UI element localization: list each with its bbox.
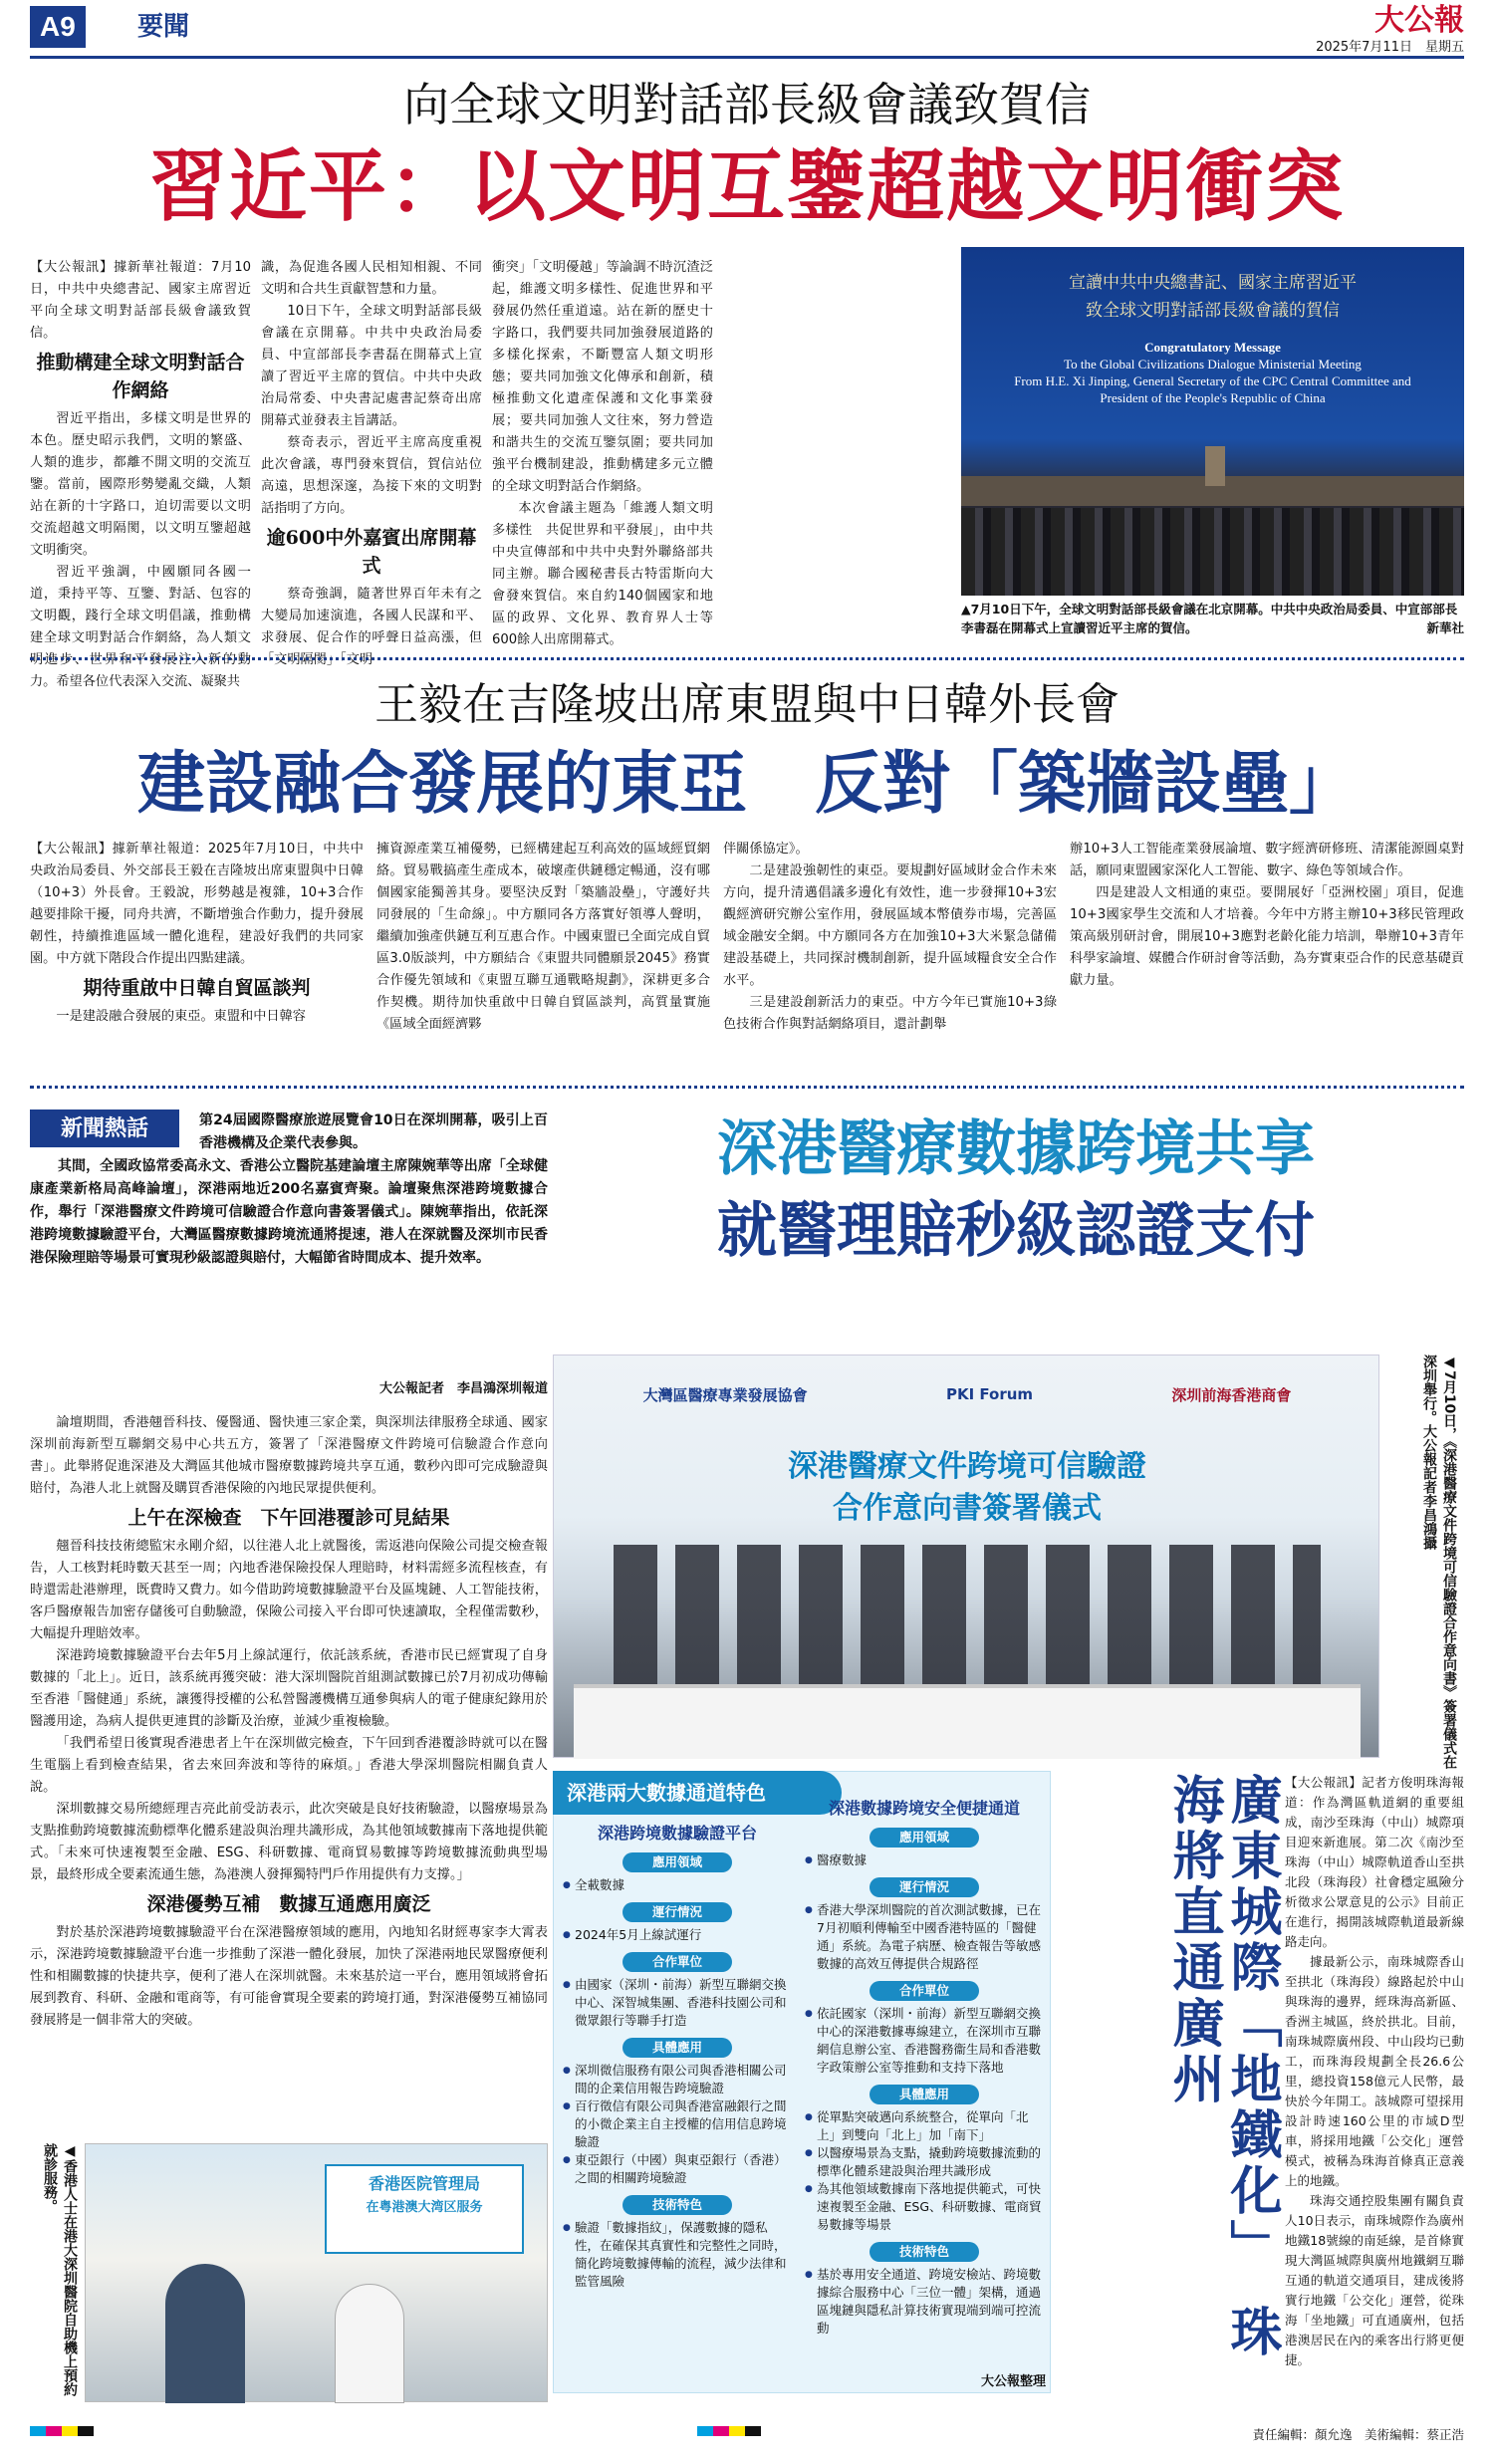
story3-paragraph: 深圳數據交易所總經理吉亮此前受訪表示，此次突破是良好技術驗證，以醫療場景為支點推動跨境數據流動標準化體系建設與治理共識形成，為其他領域數據南下落地提供範式。「未來可快速複製至金融、ESG、科研數據、電商貿易數據等跨境數據流動典型場景，最終形成全要素流通生態，為港澳人發揮獨特門戶作用提供有力支撐。」: [30, 1802, 548, 1882]
info-item: ● 東亞銀行（中國）與東亞銀行（香港）之間的相關跨境驗證: [563, 2151, 792, 2187]
story1-photo-caption: [961, 600, 1464, 637]
story4-headline: 廣東城際「地鐵化」 珠海將直通廣州: [1163, 1773, 1282, 2360]
date-text: 2025年7月11日: [1316, 40, 1412, 55]
story1-paragraph: 衝突」「文明優越」等論調不時沉渣泛起，維護文明多樣性、促進世界和平發展仍然任重道遠。站在新的歷史十字路口，我們要共同加強發展道路的多樣化探索，不斷豐富人類文明形態；要共同加強文化傳承和創新，積極推動文化遺產保護和文化事業發展；要共同加強人文往來，努力營造和諧共生的交流互鑒氛圍；要共同加強平台機制建設，推動構建多元立體的全球文明對話合作網絡。: [492, 260, 713, 494]
sign-line: 在粤港澳大湾区服务: [366, 2200, 483, 2215]
story3-lead-text: 第24屆國際醫療旅遊展覽會10日在深圳開幕，吸引上百香港機構及企業代表參與。: [199, 1112, 548, 1151]
photo-person: [335, 2284, 404, 2403]
right-column-heading: 深港數據跨境安全便捷通道: [828, 1799, 1020, 1818]
print-color-bar: [697, 2426, 761, 2436]
signing-ceremony-photo: [553, 1355, 1379, 1758]
story4-paragraph: 據最新公示，南珠城際香山至拱北（珠海段）線路起於中山與珠海的邊界，經珠海高新區、香洲主城區，終於拱北。目前，南珠城際廣州段、中山段均已動工，而珠海段規劃全長26.6公里，總投資158億元人民幣，最快於今年開工。該城際可望採用設計時速160公里的市域D型車，將採用地鐵「公交化」運營模式，被稱為珠海首條真正意義上的地鐵。: [1285, 1954, 1464, 2188]
story2-paragraph: 二是建設強韌性的東亞。要規劃好區域財金合作未來方向，提升清邁倡議多邊化有效性，進一步發揮10+3宏觀經濟研究辦公室作用，發展區域本幣債券市場，完善區域金融安全網。中方願同各方在加強10+3大米緊急儲備建設基礎上，共同探討機制創新，提升區域糧食安全合作水平。: [723, 863, 1057, 988]
story1-paragraph: 習近平指出，多樣文明是世界的本色。歷史昭示我們，文明的繁盛、人類的進步，都離不開文明的交流互鑒。當前，國際形勢變亂交織，人類站在新的十字路口，迫切需要以文明交流超越文明隔閡，以文明互鑒超越文明衝突。: [30, 411, 251, 558]
story2-paragraph: 一是建設融合發展的東亞。東盟和中日韓容: [56, 1009, 306, 1024]
page-header: [0, 0, 1494, 56]
photo-banner-line: From H.E. Xi Jinping, General Secretary of the CPC Central Committee and: [1014, 373, 1411, 388]
info-item: ● 從單點突破邁向系統整合，從單向「北上」到雙向「北上」加「南下」: [805, 2108, 1044, 2144]
story2-paragraph: 擁資源產業互補優勢，已經構建起互利高效的區域經貿網絡。貿易戰搞產生產成本，破壞產供鏈穩定暢通，沒有哪個國家能獨善其身。要堅決反對「築牆設壘」，守護好共同發展的「生命線」。中方願同各方落實好領導人聲明，繼續加強產供鏈互利互惠合作。中國東盟已全面完成自貿區3.0版談判，中方願結合《東盟共同體願景2045》務實合作優先領域和《東盟互聯互通戰略規劃》，深耕更多合作契機。期待加快重啟中日韓自貿區談判，高質量實施《區域全面經濟夥: [376, 842, 710, 1032]
info-item: ● 2024年5月上線試運行: [563, 1926, 792, 1944]
story1-column-2: [261, 257, 482, 667]
photo-signing-table: [574, 1684, 1361, 1759]
masthead-logo: 大公報: [1374, 3, 1464, 38]
story3-paragraph: 翹晉科技技術總監宋永剛介紹，以往港人北上就醫後，需返港向保險公司提交檢查報告，人工核對耗時數天甚至一周；內地香港保險投保人理賠時，材料需經多流程核查，有時還需赴港辦理，既費時又費力。如今借助跨境數據驗證平台及區塊鏈、人工智能技術，客戶醫療報告加密存儲後可自動驗證，保險公司接入平台即可快速讀取，全程僅需數秒，大幅提升理賠效率。: [30, 1539, 548, 1641]
section-name: 要聞: [137, 12, 190, 42]
story3-lead-paragraph: 其間，全國政協常委高永文、香港公立醫院基建論壇主席陳婉華等出席「全球健康產業新格局高峰論壇」，深港兩地近200名嘉賓齊聚。論壇聚焦深港跨境數據合作，舉行「深港醫療文件跨境可信驗證合作意向書簽署儀式」。陳婉華指出，依託深港跨境數據驗證平台，大灣區醫療數據跨境流通將提速，港人在深就醫及深圳市民香港保險理賠等場景可實現秒級認證與賠付，大幅節省時間成本、提升效率。: [30, 1158, 548, 1266]
story2-headline: 建設融合發展的東亞 反對「築牆設壘」: [136, 744, 1357, 824]
tag-status: 運行情況: [870, 1877, 979, 1897]
tag-tech-features: 技術特色: [622, 2195, 732, 2215]
hot-topic-badge: 新聞熱話: [30, 1109, 179, 1147]
caption-credit: 新華社: [1426, 620, 1464, 635]
signing-photo-caption: ◀7月10日，《深港醫療文件跨境可信驗證合作意向書》簽署儀式在深圳舉行。大公報記者李昌鴻攝: [1421, 1355, 1457, 1770]
infographic-title: 深港兩大數據通道特色: [553, 1771, 842, 1815]
section-divider: [30, 657, 1464, 660]
infographic-left-column: [563, 1823, 792, 2291]
story2-column-1: [30, 839, 364, 1058]
photo-signatories: [614, 1545, 1321, 1694]
story3-paragraph: 對於基於深港跨境數據驗證平台在深港醫療領域的應用，內地知名財經專家李大霄表示，深港跨境數據驗證平台進一步推動了深港一體化發展，加快了深港兩地民眾醫療便利性和相關數據的快捷共享，便利了港人在深圳就醫。未來基於這一平台，應用領域將會拓展到教育、科研、金融和電商等，有可能會實現全要素的跨境打通，對深港優勢互補協同發展將是一個非常大的突破。: [30, 1925, 548, 2028]
infographic-credit: 大公報整理: [980, 2374, 1046, 2389]
tag-applications: 具體應用: [622, 2038, 732, 2058]
story3-headline-line2: 就醫理賠秒級認證支付: [717, 1196, 1315, 1266]
story2-subhead: 期待重啟中日韓自貿區談判: [83, 977, 311, 999]
story1-column-1: [30, 257, 251, 689]
caption-text: ▲7月10日下午，全球文明對話部長級會議在北京開幕。中共中央政治局委員、中宣部部長李書磊在開幕式上宣讀習近平主席的賀信。: [961, 602, 1458, 635]
story1-subhead-1: 推動構建全球文明對話合作網絡: [36, 352, 245, 401]
info-item: ● 基於專用安全通道、跨境安檢站、跨境數據綜合服務中心「三位一體」架構，通過區塊鏈與隱私計算技術實現端到端可控流動: [805, 2266, 1044, 2338]
story2-kicker: 王毅在吉隆坡出席東盟與中日韓外長會: [374, 679, 1120, 730]
editor-credit: 責任編輯：顏允逸 美術編輯：蔡正浩: [1252, 2427, 1464, 2442]
tag-partners: 合作單位: [870, 1981, 979, 2001]
logo-qianhai-chamber: 深圳前海香港商會: [1171, 1385, 1292, 1404]
header-rule: [30, 56, 1464, 59]
info-item: ● 深圳微信服務有限公司與香港相關公司間的企業信用報告跨境驗證: [563, 2062, 792, 2097]
story1-paragraph: 10日下午，全球文明對話部長級會議在京開幕。中共中央政治局委員、中宣部部長李書磊在開幕式上宣讀了習近平主席的賀信。中共中央政治局常委、中央書記處書記蔡奇出席開幕式並發表主旨講話。: [261, 304, 482, 428]
hospital-kiosk-photo: [85, 2143, 548, 2402]
tag-status: 運行情況: [622, 1902, 732, 1922]
hospital-photo-caption: ◀香港人士在港大深圳醫院自助機上預約就診服務。: [42, 2143, 78, 2396]
info-item: ● 以醫療場景為支點，撬動跨境數據流動的標準化體系建設與治理共識形成: [805, 2144, 1044, 2180]
story1-paragraph: 蔡奇強調，隨著世界百年未有之大變局加速演進，各國人民謀和平、求發展、促合作的呼聲日益高漲，但「文明隔閡」「文明: [261, 587, 482, 667]
photo-podium: [1205, 446, 1225, 486]
story4-paragraph: 珠海交通控股集團有關負責人10日表示，南珠城際作為廣州地鐵18號線的南延線，是首條實現大灣區城際與廣州地鐵網互聯互通的軌道交通項目，建成後將實行地鐵「公交化」運營，從珠海「坐地鐵」可直通廣州，包括港澳居民在內的乘客出行將更便捷。: [1285, 2193, 1464, 2367]
info-item: ● 香港大學深圳醫院的首次測試數據，已在7月初順利傳輸至中國香港特區的「醫健通」系統。為電子病歷、檢查報告等敏感數據的高效互傳提供合規路徑: [805, 1901, 1044, 1973]
info-item: ● 依託國家（深圳・前海）新型互聯網交換中心的深港數據專線建立，在深圳市互聯網信息辦公室、香港醫務衞生局和香港數字政策辦公室等推動和支持下落地: [805, 2005, 1044, 2077]
tag-partners: 合作單位: [622, 1952, 732, 1972]
story1-paragraph: 本次會議主題為「維護人類文明多樣性 共促世界和平發展」，由中共中央宣傳部和中共中央對外聯絡部共同主辦。聯合國秘書長古特雷斯向大會發來賀信。來自約140個國家和地區的政界、文化界、教育界人士等600餘人出席開幕式。: [492, 501, 713, 647]
print-color-bar: [30, 2426, 94, 2436]
photo-banner-line: To the Global Civilizations Dialogue Ministerial Meeting: [1064, 357, 1362, 371]
photo-banner-line: 合作意向書簽署儀式: [833, 1491, 1102, 1526]
photo-audience: [961, 508, 1464, 596]
weekday-text: 星期五: [1424, 40, 1464, 55]
photo-person: [165, 2264, 245, 2403]
story1-paragraph: 習近平強調，中國願同各國一道，秉持平等、互鑒、對話、包容的文明觀，踐行全球文明倡議，推動構建全球文明對話合作網絡，為人類文明進步、世界和平發展注入新的動力。希望各位代表深入交流、凝聚共: [30, 565, 251, 689]
story3-paragraph: 論壇期間，香港翹晉科技、優醫通、醫快連三家企業，與深圳法律服務全球通、國家深圳前海新型互聯網交易中心共五方，簽署了「深港醫療文件跨境可信驗證合作意向書」。此舉將促進深港及大灣區其他城市醫療數據跨境共享互通，數秒內即可完成驗證與賠付，為港人北上就醫及購買香港保險的內地民眾提供便利。: [30, 1415, 548, 1496]
story1-paragraph: 識，為促進各國人民相知相親、不同文明和合共生貢獻智慧和力量。: [261, 260, 482, 297]
photo-banner-line: President of the People's Republic of China: [1100, 390, 1326, 405]
story3-subhead-1: 上午在深檢查 下午回港覆診可見結果: [127, 1507, 450, 1529]
info-item: ● 醫療數據: [805, 1851, 1044, 1869]
story1-lead-paragraph: 【大公報訊】據新華社報道：7月10日，中共中央總書記、國家主席習近平向全球文明對話部長級會議致賀信。: [30, 260, 251, 341]
story3-paragraph: 深港跨境數據驗證平台去年5月上線試運行，依託該系統，香港市民已經實現了自身數據的「北上」。近日，該系統再獲突破：港大深圳醫院首組測試數據已於7月初成功傳輸至香港「醫健通」系統，讓獲得授權的公私營醫護機構互通參與病人的電子健康紀錄用於醫護用途，為病人提供更連貫的診斷及治療，並減少重複檢驗。: [30, 1648, 548, 1729]
info-item: ● 全載數據: [563, 1876, 792, 1894]
section-divider: [30, 1086, 1464, 1089]
story1-subhead-2: 逾600中外嘉賓出席開幕式: [266, 527, 477, 577]
logo-gba-medical: 大灣區醫療專業發展協會: [642, 1385, 808, 1404]
tag-tech-features: 技術特色: [870, 2242, 979, 2262]
photo-banner-english: [961, 339, 1464, 406]
tag-applications: 具體應用: [870, 2085, 979, 2104]
photo-banner-line: 宣讀中共中央總書記、國家主席習近平: [1069, 273, 1357, 293]
info-item: ● 為其他領域數據南下落地提供範式，可快速複製至金融、ESG、科研數據、電商貿易數據等場景: [805, 2180, 1044, 2234]
story3-paragraph: 「我們希望日後實現香港患者上午在深圳做完檢查，下午回到香港覆診時就可以在醫生電腦上看到檢查結果，省去來回奔波和等待的麻煩。」香港大學深圳醫院相關負責人說。: [30, 1736, 548, 1795]
story2-lead-paragraph: 【大公報訊】據新華社報道：2025年7月10日，中共中央政治局委員、外交部長王毅在吉隆坡出席東盟與中日韓（10+3）外長會。王毅說，形勢越是複雜，10+3合作越要排除干擾，同舟共濟，不斷增強合作動力，提升發展韌性，持續推進區域一體化進程，建設好我們的共同家園。中方就下階段合作提出四點建議。: [30, 842, 364, 966]
story2-paragraph: 四是建設人文相通的東亞。要開展好「亞洲校園」項目，促進10+3國家學生交流和人才培養。今年中方將主辦10+3移民管理政策高級別研討會，開展10+3應對老齡化能力培訓，舉辦10+3青年科學家論壇、媒體合作研討會等活動，為夯實東亞合作的民意基礎貢獻力量。: [1070, 885, 1464, 988]
story4-lead-paragraph: 【大公報訊】記者方俊明珠海報道：作為灣區軌道網的重要組成，南沙至珠海（中山）城際項目迎來新進展。第二次《南沙至珠海（中山）城際軌道香山至拱北段（珠海段）社會穩定風險分析徵求公眾意見的公示》目前正在進行，揭開該城際軌道最新線路走向。: [1285, 1775, 1464, 1949]
info-item: ● 由國家（深圳・前海）新型互聯網交換中心、深智城集團、香港科技園公司和微眾銀行等聯手打造: [563, 1976, 792, 2030]
story3-byline: 大公報記者 李昌鴻深圳報道: [378, 1381, 548, 1396]
photo-banner-line: 致全球文明對話部長級會議的賀信: [1086, 301, 1340, 321]
info-item: ● 百行徵信有限公司與香港富融銀行之間的小微企業主自主授權的信用信息跨境驗證: [563, 2097, 792, 2151]
photo-banner-line: Congratulatory Message: [1144, 340, 1281, 355]
story2-paragraph: 伴關係協定》。: [723, 842, 809, 857]
photo-logos: [574, 1369, 1361, 1419]
photo-hospital-sign: [325, 2164, 524, 2254]
story1-headline: 習近平：以文明互鑒超越文明衝突: [148, 141, 1345, 232]
story3-headline-line1: 深港醫療數據跨境共享: [717, 1114, 1315, 1184]
story2-paragraph: 三是建設創新活力的東亞。中方今年已實施10+3綠色技術合作與對話網絡項目，還計劃舉: [723, 995, 1057, 1032]
info-item: ● 驗證「數據指紋」，保護數據的隱私性，在確保其真實性和完整性之同時，簡化跨境數據傳輸的流程，減少法律和監管風險: [563, 2219, 792, 2291]
left-column-heading: 深港跨境數據驗證平台: [597, 1824, 757, 1843]
tag-application-field: 應用領域: [870, 1828, 979, 1848]
sign-line: 香港医院管理局: [368, 2174, 480, 2193]
story1-photo: [961, 247, 1464, 596]
story1-kicker: 向全球文明對話部長級會議致賀信: [403, 78, 1091, 131]
story2-column-4: [1070, 839, 1464, 1058]
story4-body: [1285, 1773, 1464, 2410]
tag-application-field: 應用領域: [622, 1852, 732, 1872]
infographic-right-column: [805, 1798, 1044, 2338]
story2-column-3: [723, 839, 1057, 1058]
photo-banner-line: 深港醫療文件跨境可信驗證: [788, 1449, 1146, 1484]
story2-paragraph: 辦10+3人工智能產業發展論壇、數字經濟研修班、清潔能源圓桌對話，願同東盟國家深化人工智能、數字、綠色等領域合作。: [1070, 842, 1464, 878]
page-number-badge: A9: [30, 6, 86, 48]
story3-subhead-2: 深港優勢互補 數據互通應用廣泛: [146, 1893, 431, 1915]
story2-column-2: [376, 839, 710, 1058]
logo-pki-forum: PKI Forum: [945, 1385, 1034, 1403]
story3-body: [30, 1412, 548, 2134]
photo-banner-chinese: [961, 269, 1464, 325]
story1-column-3: [492, 257, 713, 647]
issue-date: [1255, 40, 1464, 56]
story1-paragraph: 蔡奇表示，習近平主席高度重視此次會議，專門發來賀信，賀信站位高遠，思想深邃，為接下來的文明對話指明了方向。: [261, 435, 482, 516]
